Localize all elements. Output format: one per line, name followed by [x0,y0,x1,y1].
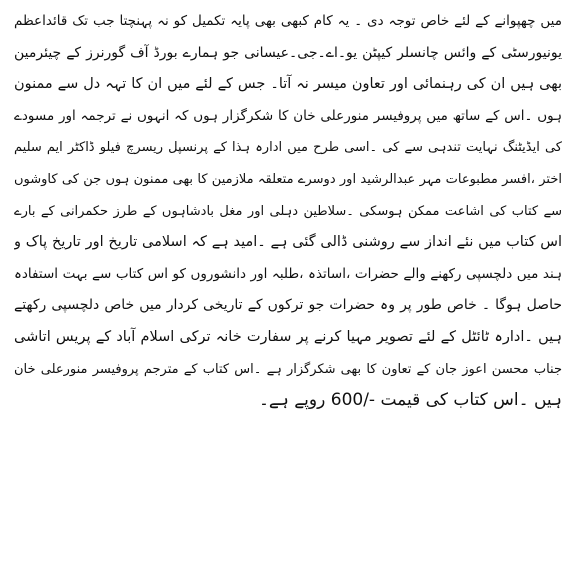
text-line: ہوں ۔اس کے ساتھ میں پروفیسر منورعلی خان کا شکرگزار ہوں کہ انہوں نے ترجمہ اور مسودے [14,107,562,124]
text-line: ہیں ۔ادارہ ٹائٹل کے لئے تصویر مہیا کرنے پر سفارت خانہ ترکی اسلام آباد کے پریس اتاشی [14,328,562,345]
text-line: سے کتاب کی اشاعت ممکن ہوسکی ۔سلاطین دہلی اور مغل بادشاہوں کے طرز حکمرانی کے بارے [14,203,562,219]
text-line: ہند میں دلچسپی رکھنے والے حضرات ،اساتذہ ،طلبہ اور دانشوروں کو اس کتاب سے بہت استفادہ [14,265,562,282]
text-line: میں چھپوانے کے لئے خاص توجہ دی ۔ یہ کام کبھی بھی پایہ تکمیل کو نہ پہنچتا جب تک قائداعظم [14,13,562,29]
text-line: جناب محسن اعوز جان کے تعاون کا بھی شکرگزار ہے ۔اس کتاب کے مترجم پروفیسر منورعلی خان [14,361,562,377]
text-line: کی ایڈیٹنگ نہایت تندہی سے کی ۔اسی طرح میں ادارہ ہذا کے پرنسپل ریسرچ فیلو ڈاکٹر ایم سلیم [14,140,562,156]
text-line: اس کتاب میں نئے انداز سے روشنی ڈالی گئی ہے ۔امید ہے کہ اسلامی تاریخ اور تاریخ پاک و [14,234,562,251]
text-line: اختر ،افسر مطبوعات مہر عبدالرشید اور دوسرے متعلقہ ملازمین کا بھی ممنون ہوں جن کی کاوشوں [14,171,562,187]
text-line: یونیورسٹی کے وائس چانسلر کیپٹن یو۔اے۔جی۔عیسانی جو ہمارے بورڈ آف گورنرز کے چیئرمین [14,44,562,61]
text-line-last: ہیں ۔اس کتاب کی قیمت -/600 روپے ہے۔ [258,390,562,411]
text-line: بھی ہیں ان کی رہنمائی اور تعاون میسر نہ آتا۔ جس کے لئے میں ان کا تہہ دل سے ممنون [14,76,562,93]
text-line: حاصل ہوگا ۔ خاص طور پر وہ حضرات جو ترکوں کے تاریخی کردار میں خاص دلچسپی رکھتے [14,297,562,314]
